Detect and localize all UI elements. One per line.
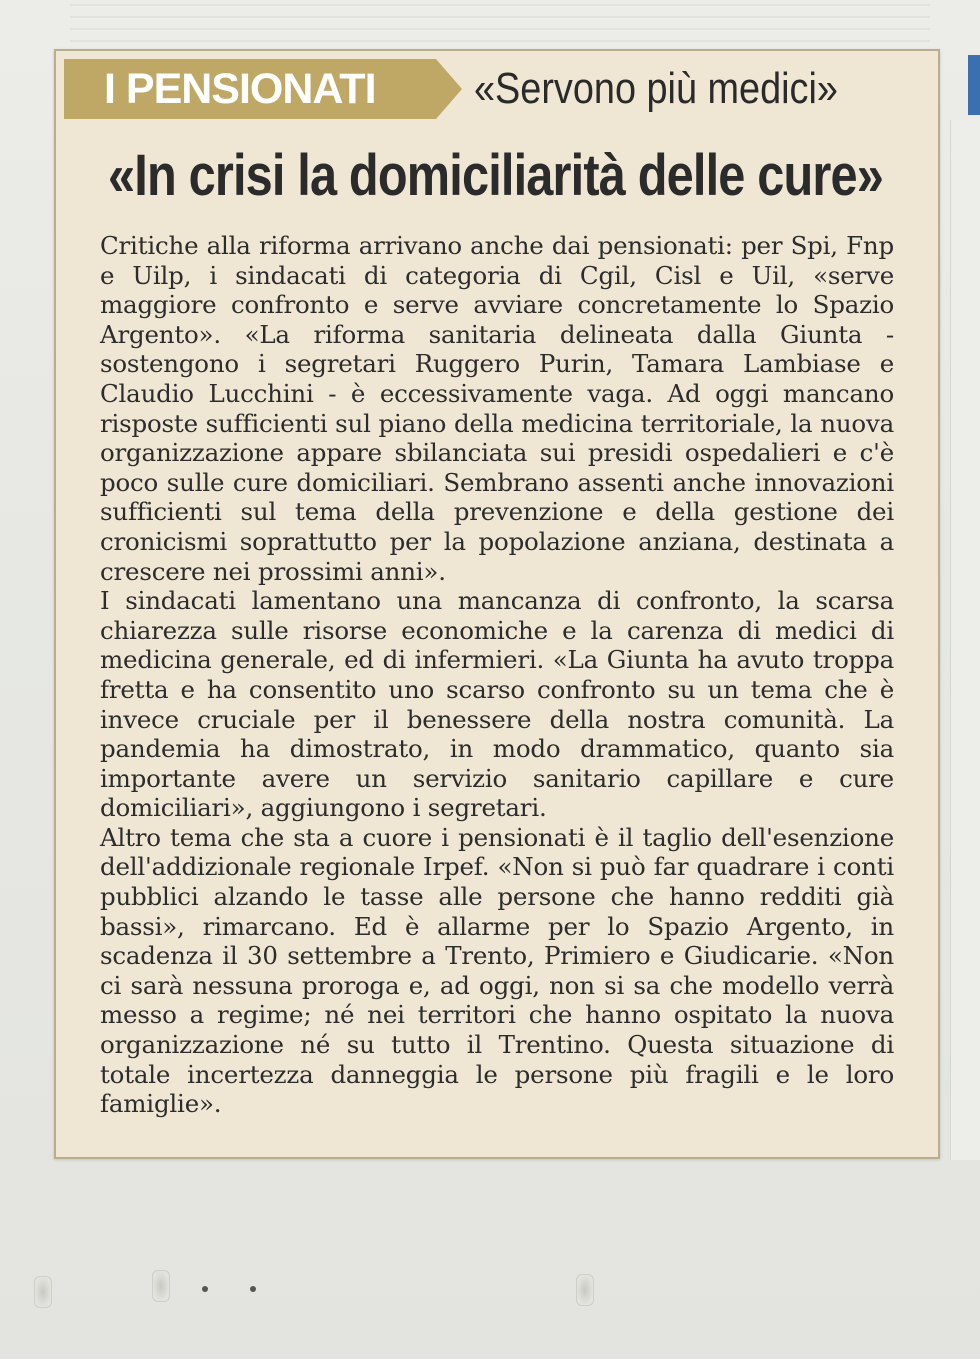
adjacent-page-blue-mark <box>968 55 980 115</box>
article-header <box>64 59 924 121</box>
binder-hole-icon <box>34 1276 52 1308</box>
binder-hole-icon <box>152 1270 170 1302</box>
article-body <box>100 231 894 1119</box>
binder-hole-icon <box>576 1274 594 1306</box>
article-subheadline: «Servono più medici» <box>474 64 838 113</box>
article-paragraph: I sindacati lamentano una mancanza di confronto, la scarsa chiarezza sulle risorse economiche e la carenza di medici di medicina generale, ed di infermieri. «La Giunta ha avuto troppa fretta e ha consentito uno scarso confronto su un tema che è invece cruciale per il benessere della nostra comunità. La pandemia ha dimostrato, in modo drammatico, quanto sia importante avere un servizio sanitario capillare e cure domiciliari», aggiungono i segretari. <box>100 586 894 823</box>
binder-dot-icon <box>250 1286 256 1292</box>
article-kicker: I PENSIONATI <box>64 59 436 119</box>
article-paragraph: Critiche alla riforma arrivano anche dai pensionati: per Spi, Fnp e Uilp, i sindacati di categoria di Cgil, Cisl e Uil, «serve maggiore confronto e serve avviare concretamente lo Spazio Argento». «La riforma sanitaria delineata dalla Giunta - sostengono i segretari Ruggero Purin, Tamara Lambiase e Claudio Lucchini - è eccessivamente vaga. Ad oggi mancano risposte sufficienti sul piano della medicina territoriale, la nuova organizzazione appare sbilanciata sui presidi ospedalieri e c'è poco sulle cure domiciliari. Sembrano assenti anche innovazioni sufficienti sul tema della prevenzione e della gestione dei cronicismi soprattutto per la popolazione anziana, destinata a crescere nei prossimi anni». <box>100 231 894 586</box>
article-paragraph: Altro tema che sta a cuore i pensionati è il taglio dell'esenzione dell'addizionale regionale Irpef. «Non si può far quadrare i conti pubblici alzando le tasse alle persone che hanno redditi già bassi», rimarcano. Ed è allarme per lo Spazio Argento, in scadenza il 30 settembre a Trento, Primiero e Giudicarie. «Non ci sarà nessuna proroga e, ad oggi, non si sa che modello verrà messo a regime; né nei territori che hanno ospitato la nuova organizzazione né su tutto il Trentino. Questa situazione di totale incertezza danneggia le persone più fragili e le loro famiglie». <box>100 822 894 1119</box>
binder-dot-icon <box>202 1286 208 1292</box>
newspaper-clipping <box>54 49 940 1159</box>
adjacent-page-edge <box>950 120 980 1160</box>
binder-holes <box>0 1260 980 1350</box>
kicker-arrow-icon <box>436 59 462 119</box>
article-headline: «In crisi la domiciliarità delle cure» <box>108 143 884 208</box>
show-through-text <box>70 2 930 42</box>
